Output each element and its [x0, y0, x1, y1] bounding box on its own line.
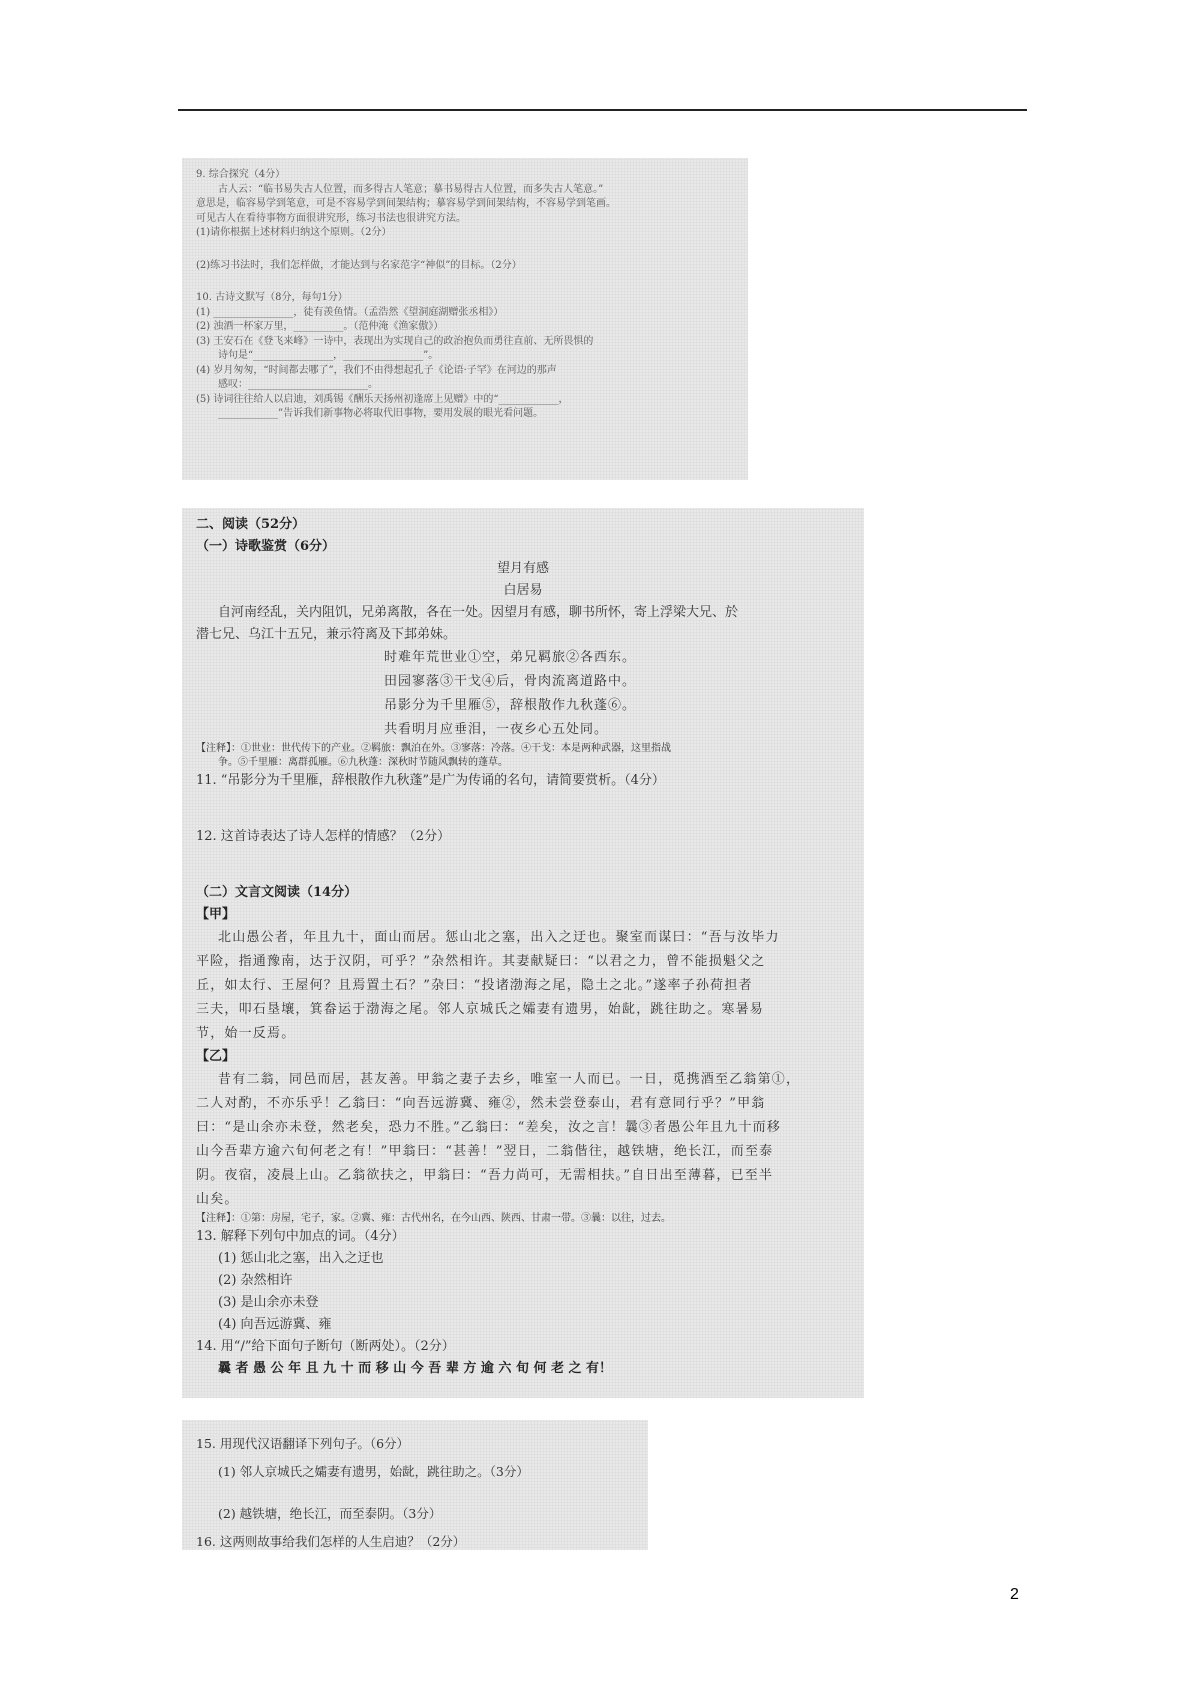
- scan-block-questions-15-16: [182, 1420, 648, 1550]
- text-yi-label: 【乙】: [196, 1049, 236, 1064]
- question-15-item-2: (2) 越铁塘，绝长江，而至泰阴。（3分）: [218, 1506, 442, 1521]
- poem-preface-1: 自河南经乱，关内阻饥，兄弟离散，各在一处。因望月有感，聊书所怀，寄上浮梁大兄、於: [218, 605, 739, 620]
- question-10-item-2: (2) 浊酒一杯家万里，__________。（范仲淹《渔家傲》）: [196, 321, 444, 332]
- text-jia-line-1: 北山愚公者，年且九十，面山而居。惩山北之塞，出入之迂也。聚室而谋曰：“吾与汝毕力: [218, 930, 780, 945]
- question-14-text: 曩 者 愚 公 年 且 九 十 而 移 山 今 吾 辈 方 逾 六 旬 何 老 之 有！: [218, 1361, 613, 1376]
- page-number: 2: [1010, 1586, 1019, 1603]
- poem-title: 望月有感: [496, 561, 549, 576]
- question-14: 14. 用“/”给下面句子断句（断两处）。（2分）: [196, 1339, 455, 1354]
- poem-section-title: （一）诗歌鉴赏（6分）: [196, 539, 336, 554]
- poem-preface-2: 潜七兄、乌江十五兄，兼示符离及下邽弟妹。: [196, 627, 457, 642]
- question-12: 12. 这首诗表达了诗人怎样的情感？（2分）: [196, 829, 451, 844]
- part-two-title: 二、阅读（52分）: [196, 517, 306, 532]
- question-9-sub-1: (1)请你根据上述材料归纳这个原则。（2分）: [196, 227, 392, 238]
- question-9-explain-1: 意思是，临容易学到笔意，可是不容易学到间架结构；摹容易学到间架结构，不容易学到笔画。: [196, 198, 616, 209]
- poem-line-1: 时难年荒世业①空，弟兄羁旅②各西东。: [384, 650, 637, 665]
- prose-section-title: （二）文言文阅读（14分）: [196, 885, 358, 900]
- question-10-item-3b: 诗句是“________________，________________”。: [218, 350, 439, 361]
- scan-block-questions-9-10: [182, 158, 748, 480]
- poem-note-2: 争。⑤千里雁：离群孤雁。⑥九秋蓬：深秋时节随风飘转的蓬草。: [218, 757, 508, 768]
- question-9-quote: 古人云：“临书易失古人位置，而多得古人笔意；摹书易得古人位置，而多失古人笔意。”: [218, 183, 604, 195]
- question-13: 13. 解释下列句中加点的词。（4分）: [196, 1229, 405, 1244]
- question-10-item-4a: (4) 岁月匆匆，“时间都去哪了”，我们不由得想起孔子《论语·子罕》在河边的那声: [196, 364, 557, 376]
- text-yi-line-3: 曰：“是山余亦未登，然老矣，恐力不胜。”乙翁曰：“差矣，汝之言！曩③者愚公年且九十而移: [196, 1120, 782, 1135]
- question-13-item-1: (1) 惩山北之塞，出入之迂也: [218, 1251, 384, 1266]
- poem-line-2: 田园寥落③干戈④后，骨肉流离道路中。: [384, 674, 637, 689]
- poem-line-4: 共看明月应垂泪，一夜乡心五处同。: [384, 722, 609, 737]
- question-9-explain-2: 可见古人在看待事物方面很讲究形，练习书法也很讲究方法。: [196, 212, 466, 224]
- question-13-item-2: (2) 杂然相许: [218, 1273, 293, 1288]
- question-10-item-5a: (5) 诗词往往给人以启迪，刘禹锡《酬乐天扬州初逢席上见赠》中的“____________，: [196, 393, 569, 405]
- text-yi-line-1: 昔有二翁，同邑而居，甚友善。甲翁之妻子去乡，唯室一人而已。一日，觅携酒至乙翁第①，: [218, 1072, 801, 1087]
- text-yi-line-4: 山今吾辈方逾六旬何老之有！”甲翁曰：“甚善！”翌日，二翁偕往，越铁塘，绝长江，而至泰: [196, 1144, 774, 1159]
- text-jia-line-3: 丘，如太行、王屋何？且焉置土石？”杂曰：“投诸渤海之尾，隐土之北。”遂率子孙荷担者: [196, 978, 753, 993]
- question-13-item-3: (3) 是山余亦未登: [218, 1295, 319, 1310]
- poem-author: 白居易: [503, 583, 543, 598]
- question-13-item-4: (4) 向吾远游冀、雍: [218, 1317, 332, 1332]
- question-16: 16. 这两则故事给我们怎样的人生启迪？（2分）: [196, 1534, 466, 1549]
- question-10-item-5b: ____________”告诉我们新事物必将取代旧事物，要用发展的眼光看问题。: [218, 408, 544, 419]
- question-11: 11. “吊影分为千里雁，辞根散作九秋蓬”是广为传诵的名句，请简要赏析。（4分）: [196, 773, 665, 788]
- text-jia-label: 【甲】: [196, 907, 236, 922]
- poem-line-3: 吊影分为千里雁⑤，辞根散作九秋蓬⑥。: [384, 698, 637, 713]
- text-yi-line-6: 山矣。: [196, 1192, 239, 1207]
- question-10-title: 10. 古诗文默写（8分，每句1分）: [196, 292, 348, 303]
- poem-note-1: 【注释】：①世业：世代传下的产业。②羁旅：飘泊在外。③寥落：冷落。④干戈：本是两种武器，这里指战: [196, 743, 671, 754]
- text-jia-line-2: 平险，指通豫南，达于汉阴，可乎？”杂然相许。其妻献疑曰：“以君之力，曾不能损魁父之: [196, 954, 766, 969]
- question-10-item-4b: 感叹：________________________。: [218, 379, 378, 390]
- question-15-item-1: (1) 邻人京城氏之孀妻有遗男，始龀，跳往助之。（3分）: [218, 1464, 529, 1479]
- header-rule: [178, 109, 1027, 111]
- question-9-sub-2: (2)练习书法时，我们怎样做，才能达到与名家范字“神似”的目标。（2分）: [196, 259, 522, 271]
- scan-block-reading: [182, 508, 864, 1398]
- question-10-item-3a: (3) 王安石在《登飞来峰》一诗中，表现出为实现自己的政治抱负而勇往直前、无所畏惧的: [196, 335, 594, 347]
- text-yi-note: 【注释】：①第：房屋，宅子，家。②冀、雍：古代州名，在今山西、陕西、甘肃一带。③曩：以往，过去。: [196, 1213, 671, 1224]
- text-jia-line-5: 节，始一反焉。: [196, 1026, 296, 1041]
- text-yi-line-5: 阴。夜宿，凌晨上山。乙翁欲扶之，甲翁曰：“吾力尚可，无需相扶。”自日出至薄暮，已至半: [196, 1168, 774, 1183]
- text-yi-line-2: 二人对酌，不亦乐乎！乙翁曰：“向吾远游冀、雍②，然未尝登泰山，君有意同行乎？”甲翁: [196, 1096, 766, 1111]
- question-10-item-1: (1) ________________，徒有羡鱼情。（孟浩然《望洞庭湖赠张丞相》）: [196, 306, 504, 318]
- question-9-title: 9. 综合探究（4分）: [196, 169, 286, 180]
- question-15: 15. 用现代汉语翻译下列句子。（6分）: [196, 1436, 410, 1451]
- text-jia-line-4: 三夫，叩石垦壤，箕畚运于渤海之尾。邻人京城氏之孀妻有遗男，始龀，跳往助之。寒暑易: [196, 1002, 765, 1017]
